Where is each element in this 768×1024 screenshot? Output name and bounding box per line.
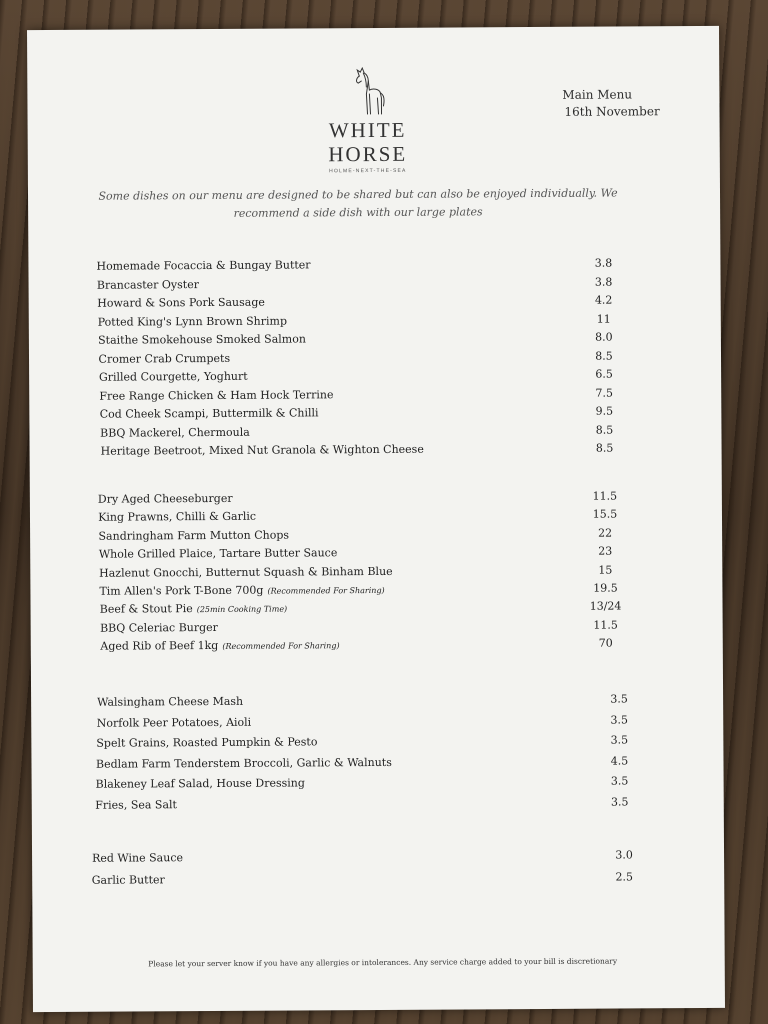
menu-item-title: Hazlenut Gnocchi, Butternut Squash & Binham Blue — [99, 564, 393, 580]
menu-item-title: Cromer Crab Crumpets — [98, 351, 231, 366]
menu-item-note: (Recommended For Sharing) — [222, 641, 340, 652]
menu-item-price: 8.5 — [595, 423, 614, 437]
menu-item-price: 13/24 — [589, 599, 622, 614]
menu-item-name — [96, 735, 317, 749]
menu-item-price: 19.5 — [593, 581, 618, 595]
menu-item-name — [100, 602, 287, 616]
menu-item-name — [98, 510, 256, 524]
menu-item-price: 11 — [596, 312, 611, 326]
small-plates-section — [28, 256, 721, 464]
menu-item-name — [96, 258, 310, 272]
menu-item-title: Norfolk Peer Potatoes, Aioli — [96, 715, 252, 730]
menu-item — [32, 794, 724, 819]
menu-item-name — [97, 296, 265, 310]
menu-item-price: 7.5 — [595, 386, 614, 400]
menu-item-price: 4.2 — [594, 293, 613, 307]
menu-item-price: 4.5 — [610, 753, 629, 768]
menu-item-name — [99, 583, 384, 598]
menu-item-note: (Recommended For Sharing) — [267, 585, 385, 596]
menu-item-price: 3.5 — [610, 774, 629, 788]
menu-item-name — [98, 492, 233, 506]
menu-item-title: Staithe Smokehouse Smoked Salmon — [98, 332, 306, 347]
menu-item-price: 23 — [598, 544, 613, 558]
menu-item-name — [98, 528, 289, 542]
menu-item-title: Heritage Beetroot, Mixed Nut Granola & Wighton Cheese — [100, 442, 424, 458]
menu-item-price: 3.8 — [594, 275, 613, 289]
menu-item-title: Howard & Sons Pork Sausage — [97, 295, 265, 310]
menu-item-name — [96, 755, 392, 770]
menu-item-name — [92, 873, 165, 886]
menu-item-title: Walsingham Cheese Mash — [97, 694, 244, 709]
menu-item-title: Cod Cheek Scampi, Buttermilk & Chilli — [99, 406, 319, 421]
menu-item-title: Sandringham Farm Mutton Chops — [98, 528, 290, 543]
menu-item-title: Tim Allen's Pork T-Bone 700g — [99, 583, 264, 598]
menu-item-price: 3.5 — [610, 794, 629, 809]
menu-item-note: (25min Cooking Time) — [196, 604, 288, 615]
menu-item-name — [100, 425, 250, 439]
menu-item — [32, 870, 724, 896]
menu-date: 16th November — [564, 104, 660, 119]
menu-item-price: 3.8 — [594, 256, 613, 270]
menu-header — [562, 86, 659, 121]
menu-item-price: 8.5 — [595, 441, 614, 455]
menu-item-title: Aged Rib of Beef 1kg — [100, 639, 219, 653]
brand-location: HOLME-NEXT-THE-SEA — [329, 167, 407, 175]
menu-item-name — [98, 314, 287, 328]
menu-item-name — [100, 406, 319, 420]
menu-item-name — [99, 564, 393, 579]
sauces-section — [32, 848, 724, 896]
menu-item-title: Garlic Butter — [91, 873, 165, 887]
menu-item-title: Dry Aged Cheeseburger — [97, 491, 233, 506]
brand-name-line2: HORSE — [328, 141, 408, 167]
menu-item-name — [97, 715, 252, 729]
menu-item-title: Fries, Sea Salt — [95, 797, 177, 812]
menu-item — [31, 636, 723, 659]
intro-text: Some dishes on our menu are designed to be shared but can also be enjoyed individually. We recommend a side dish with our large plates — [98, 186, 618, 220]
menu-item-title: Potted King's Lynn Brown Shrimp — [97, 314, 288, 329]
menu-item-name — [98, 332, 306, 346]
menu-item-price: 3.0 — [615, 848, 633, 862]
menu-item-title: Blakeney Leaf Salad, House Dressing — [95, 776, 305, 791]
menu-item-name — [101, 443, 424, 458]
menu-item-name — [92, 851, 183, 865]
menu-item-price: 11.5 — [592, 489, 618, 503]
allergy-footer: Please let your server know if you have any allergies or intolerances. Any service charge added to your bill is discretionary — [148, 956, 618, 969]
menu-item-title: BBQ Celeriac Burger — [100, 620, 218, 635]
horse-icon — [347, 64, 387, 118]
menu-item-price: 9.5 — [595, 404, 614, 418]
menu-item-price: 3.5 — [610, 692, 628, 706]
menu-item-price: 3.5 — [610, 733, 629, 747]
sides-section — [31, 692, 724, 819]
menu-item-title: Bedlam Farm Tenderstem Broccoli, Garlic & Walnuts — [95, 755, 392, 771]
menu-item-name — [95, 798, 177, 811]
menu-item-title: Beef & Stout Pie — [99, 602, 193, 617]
menu-item-price: 2.5 — [615, 870, 633, 884]
menu-item-price: 15 — [598, 563, 613, 577]
white-horse-logo — [312, 64, 423, 175]
menu-item-title: Red Wine Sauce — [92, 851, 184, 865]
menu-item-title: Homemade Focaccia & Bungay Butter — [96, 258, 311, 273]
menu-item-title: Free Range Chicken & Ham Hock Terrine — [99, 387, 334, 403]
menu-item-name — [99, 546, 338, 560]
menu-item-name — [100, 638, 339, 652]
menu-item-price: 11.5 — [593, 618, 618, 632]
menu-item-name — [100, 621, 218, 635]
menu-item-title: BBQ Mackerel, Chermoula — [100, 425, 250, 440]
menu-sheet — [27, 26, 725, 1012]
menu-item-title: Whole Grilled Plaice, Tartare Butter Sauce — [98, 546, 338, 561]
menu-item-title: Brancaster Oyster — [96, 277, 200, 292]
menu-title: Main Menu — [562, 87, 633, 102]
menu-item-price: 8.0 — [595, 330, 613, 344]
menu-item-price: 70 — [598, 636, 613, 650]
menu-item-price: 22 — [598, 526, 613, 540]
menu-item-price: 8.5 — [595, 349, 613, 363]
menu-item-title: King Prawns, Chilli & Garlic — [98, 510, 257, 525]
menu-item-name — [97, 695, 243, 709]
menu-item-title: Grilled Courgette, Yoghurt — [98, 369, 248, 384]
menu-item-price: 6.5 — [595, 367, 613, 381]
menu-item-name — [99, 388, 333, 402]
menu-item-name — [96, 776, 305, 790]
menu-item — [30, 441, 722, 464]
menu-item-price: 3.5 — [610, 712, 629, 727]
menu-item-name — [97, 278, 199, 292]
menu-item-name — [99, 370, 248, 384]
menu-item-name — [98, 351, 230, 365]
large-plates-section — [30, 489, 723, 659]
menu-item-price: 15.5 — [592, 507, 618, 522]
brand-name-line1: WHITE — [328, 117, 407, 143]
menu-item-title: Spelt Grains, Roasted Pumpkin & Pesto — [96, 735, 318, 750]
